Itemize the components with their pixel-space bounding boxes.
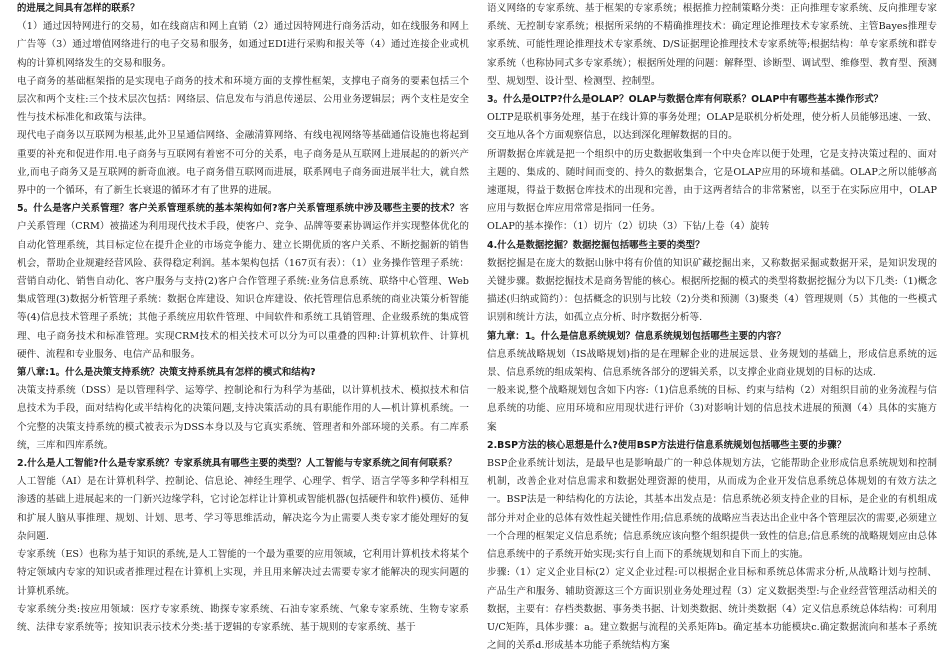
section-heading: 2.BSP方法的核心思想是什么?使用BSP方法进行信息系统规划包括哪些主要的步骤？ (487, 439, 847, 451)
paragraph: 步骤:（1）定义企业目标(2）定义企业过程:可以根据企业目标和系统总体需求分析,从战略计划与控制、产品生产和服务、辅助资源这三个方面识别业务处理过程（3）定义数据类型:与企业经营管理活动相关的数据，主要有：存档类数据、事务类书据、计划类数据、统计类数据（4）定义信息系统总体结构：可利用U/C矩阵，具体步骤：a。建立数据与流程的关系矩阵b。确定基本功能模块c.确定数据流向和基本子系统之间的关系d.形成基本功能子系统结构方案 (487, 567, 937, 652)
paragraph: 专家系统分类:按应用领域：医疗专家系统、勘探专家系统、石油专家系统、气象专家系统、生物专家系统、法律专家系统等；按知识表示技术分类:基于逻辑的专家系统、基于规则的专家系统、基于 (17, 603, 469, 633)
paragraph: 语义网络的专家系统、基于框架的专家系统；根据推力控制策略分类：正向推理专家系统、反向推理专家系统、无控制专家系统；根据所采纳的不精确推理技术：确定理论推理技术专家系统、主管Bayes推理专家系统、可能性理论推理技术专家系统、D/S证据理论推理技术专家系统等;根据结构：单专家系统和群专家系统（也称协同式多专家系统）；根据所处理的问题：解释型、诊断型、调试型、维修型、教育型、预测型、规划型、设计型、检测型、控制型。 (487, 3, 937, 87)
paragraph: BSP企业系统计划法，是最早也是影响最广的一种总体规划方法，它能帮助企业形成信息系统规划和控制机制，改善企业对信息需求和数据处理资源的使用，从而成为企业开发信息系统总体规划的有效方法之一。BSP法是一种结构化的方法论，其基本出发点是：信息系统必须支持企业的目标，是企业的有机组成部分并对企业的总体有效性起关键性作用;信息系统的战略应当表达出企业中各个管理层次的需要,必须建立一个合理的框架定义信息系统；信息系统应该向整个组织提供一致性的信息;信息系统的战略规划应由总体信息系统中的子系统开始实现;实行自上而下的系统规划和自下而上的实施。 (487, 458, 937, 561)
paragraph: 人工智能（AI）是在计算机科学、控制论、信息论、神经生理学、心理学、哲学、语言学等多种学科相互渗透的基础上进展起来的一门新兴边缘学科，它讨论怎样让计算机或智能机器(包括硬件和软件)模仿、延伸和扩展人脑从事推理、规划、计划、思考、学习等思维活动，解决迄今为止需要人类专家才能处理好的复杂问题. (17, 476, 469, 542)
paragraph (17, 200, 469, 364)
paragraph: 决策支持系统（DSS）是以管理科学、运筹学、控制论和行为科学为基础，以计算机技术、模拟技术和信息技术为手段，面对结构化或半结构化的决策问题,支持决策活动的具有职能作用的人—机计算机系统。一个完整的决策支持系统的模式被表示为DSS本身以及与它真实系统、管理者和外部环境的关系。有二库系统，三库和四库系统。 (17, 385, 469, 451)
section-heading: 第九章：1。什么是信息系统规划？信息系统规划包括哪些主要的内容？ (487, 330, 786, 342)
paragraph: 现代电子商务以互联网为根基,此外卫星通信网络、金融清算网络、有线电视网络等基础通信设施也将起到重要的补充和促进作用.电子商务与互联网有着密不可分的关系，电子商务是从互联网上进展起的的新兴产业,而电子商务又是互联网的新奇血液。电子商务借互联网而进展，联系网电子商务面进展半壮大，就自然界中的一个循环，有了新生长衰退的循环才有了世界的进展。 (17, 130, 469, 197)
paragraph: 数据挖掘是在庞大的数据山脉中将有价值的知识矿藏挖掘出来，又称数据采掘或数据开采，是知识发现的关键步骤。数据挖掘技术是商务智能的核心。根据所挖掘的模式的类型将数据挖掘分为以下几类:（1)概念描述(归纳或简约）：包括概念的识别与比较（2)分类和预测（3)聚类（4）管理规则（5）其他的一些模式识别和统计方法，如孤立点分析、时序数据分析等. (487, 257, 937, 324)
paragraph: OLAP的基本操作：（1）切片（2）切块（3）下钻/上卷（4）旋转 (487, 221, 770, 233)
paragraph: 电子商务的基础框架指的是实现电子商务的技术和环境方面的支撑性框架，支撑电子商务的要素包括三个层次和两个支柱:三个技术层次包括：网络层、信息发布与消息传递层、公用业务逻辑层；两个支柱是安全性与技术标准化和政策与法律。 (17, 75, 469, 124)
left-column (17, 0, 469, 672)
section-heading: 5。什么是客户关系管理？客户关系管理系统的基本架构如何?客户关系管理系统中涉及哪些主要的技术？ (17, 203, 460, 215)
paragraph: 专家系统（ES）也称为基于知识的系统,是人工智能的一个最为重要的应用领域，它利用计算机技术将某个特定领域内专家的知识或者推理过程在计算机上实现，并且用来解决过去需要专家才能解决的现实问题的计算机系统。 (17, 549, 469, 597)
paragraph: 一般来说,整个战略规划包含如下内容:（1)信息系统的目标、约束与结构（2）对组织目前的业务流程与信息系统的功能、应用环境和应用现状进行评价（3)对影响计划的信息技术进展的预测（4）具体的实施方案 (487, 385, 937, 433)
paragraph: （1）通过因特网进行的交易，如在线商店和网上直销（2）通过因特网进行商务活动，如在线服务和网上广告等（3）通过增值网络进行的电子交易和服务，如通过EDI进行采购和报关等（4）通过连接企业或机构的计算机网络发生的交易和服务。 (17, 21, 469, 69)
right-column (487, 0, 937, 672)
paragraph: 所谓数据仓库就是把一个组织中的历史数据收集到一个中央仓库以便于处理，它是支持决策过程的、面对主题的、集成的、随时间而变的、持久的数据集合，它是OLAP应用的环境和基础。OLAP之所以能够高速運規，得益于数据仓库技术的出现和完善，由于这两者结合的非常紧密，以至于在实际应用中，OLAP应用与数据仓库应用常常是指同一任务。 (487, 148, 937, 215)
paragraph-body: 客户关系管理（CRM）被描述为利用现代技术手段，使客户、竞争、品牌等要素协调运作并实现整体优化的自动化管理系统，其目标定位在提升企业的市场竞争能力、建立长期优质的客户关系、不断挖掘新的销售机会，帮助企业规避经营风险、获得稳定利润。基本架构包括（167页有表）：（1）业务操作管理子系统：营销自动化、销售自动化、客户服务与支持(2)客户合作管理子系统:业务信息系统、联络中心管理、Web集成管理(3)数据分析管理子系统：数据仓库建设、知识仓库建设、依托管理信息系统的商业决策分析智能等(4)信息技术管理子系统；其他子系统应用软件管理、中间软件和系统工具销管理、企业级系统的集成管理、电子商务技术和标准管理。实现CRM技术的相关技术可以分为可以重叠的四种:计算机软件、计算机硬件、流程和专业服务、电信产品和服务。 (17, 203, 469, 360)
paragraph: OLTP是联机事务处理，基于在线计算的事务处理；OLAP是联机分析处理，使分析人员能够迅速、一致、交互地从各个方面观察信息，以达到深化理解数据的目的。 (487, 112, 937, 142)
section-heading: 4.什么是数据挖掘？数据挖掘包括哪些主要的类型？ (487, 239, 705, 251)
section-heading: 2.什么是人工智能?什么是专家系统？专家系统具有哪些主要的类型？人工智能与专家系统之间有何联系？ (17, 458, 457, 470)
section-heading: 的进展之间具有怎样的联系？ (17, 3, 140, 14)
section-heading: 第八章:1。什么是决策支持系统？决策支持系统具有怎样的模式和结构? (17, 367, 316, 379)
paragraph: 信息系统战略规划（IS战略规划)指的是在理解企业的进展远景、业务规划的基础上，形成信息系统的远景、信息系统的组成架构、信息系统各部分的逻辑关系，以支撑企业商业规划的目标的达成. (487, 348, 937, 379)
section-heading: 3。什么是OLTP?什么是OLAP？OLAP与数据仓库有何联系？OLAP中有哪些基本操作形式？ (487, 94, 884, 106)
